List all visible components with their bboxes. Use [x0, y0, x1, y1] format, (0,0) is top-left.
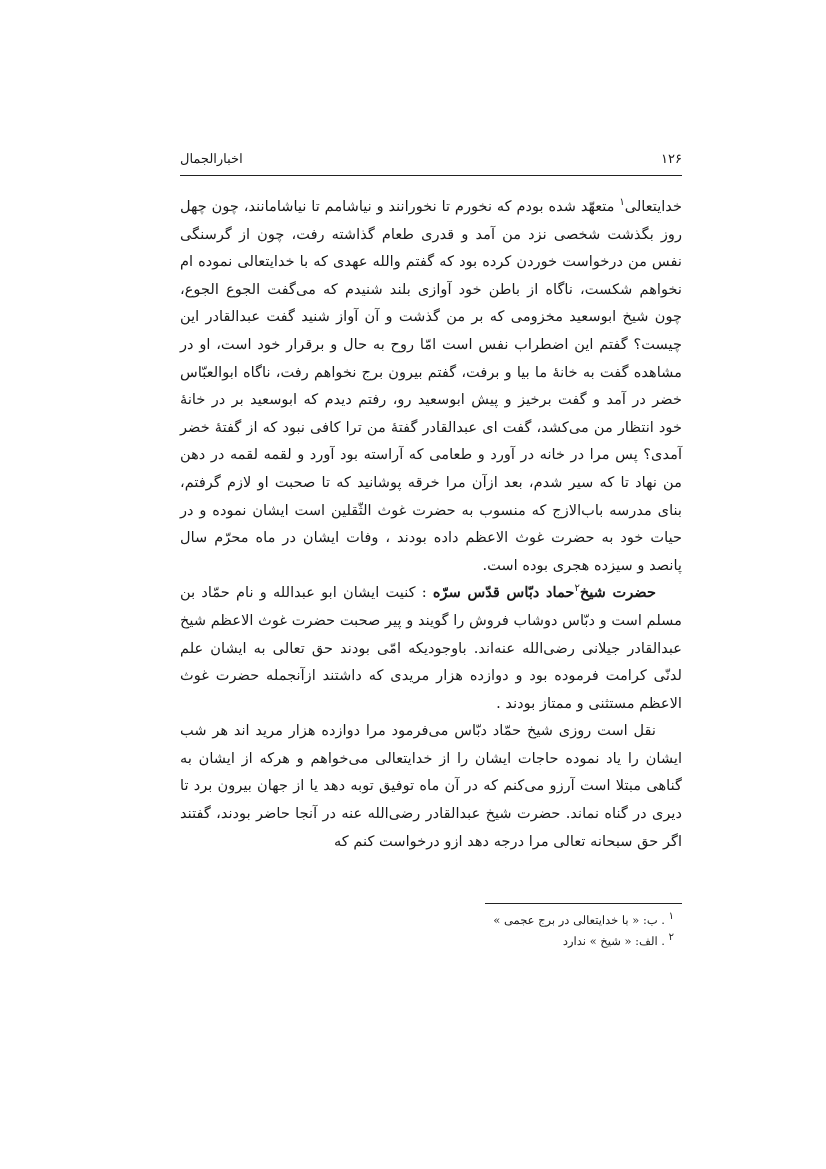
footnote-1 — [180, 910, 682, 931]
running-title: اخبارالجمال — [180, 152, 243, 167]
body-text — [180, 193, 682, 855]
heading-hazrat-sheikh: حضرت شیخ — [579, 584, 656, 602]
running-header — [180, 150, 682, 172]
footnotes — [180, 910, 682, 952]
footnote-2-number: ۲ — [668, 932, 674, 944]
page-number: ۱۲۶ — [661, 152, 682, 167]
heading-hammad-dabbas: حماد دبّاس قدّس سرّه — [432, 584, 575, 602]
footnote-2-text: . الف: « شیخ » ندارد — [562, 934, 669, 948]
paragraph-1-start: خدایتعالی — [624, 198, 682, 215]
paragraph-3: نقل است روزی شیخ حمّاد دبّاس می‌فرمود مرا دوازده هزار مرید اند هر شب ایشان را یاد نموده حاجات ایشان را از خدایتعالی می‌خواهم و هرکه از ایشان به گناهی مبتلا است آرزو می‌کنم که در آن ماه توفیق توبه دهد یا از جهان بیرون برد تا دیری در گناه نماند. حضرت شیخ عبدالقادر رضی‌الله عنه در آنجا حاضر بودند، گفتند اگر حق سبحانه تعالی مرا درجه دهد ازو درخواست کنم که — [180, 722, 682, 850]
paragraph-2 — [180, 579, 682, 717]
paragraph-2-text: : کنیت ایشان ابو عبدالله و نام حمّاد بن مسلم است و دبّاس دوشاب فروش را گویند و پیر صحبت حضرت غوث الاعظم شیخ عبدالقادر جیلانی رضی‌الله عنه‌اند. باوجودیکه امّی بودند حق تعالی به ایشان علم لدنّی کرامت فرموده بود و دوازده هزار مریدی که داشتند ازآنجمله حضرت غوث الاعظم مستثنی و ممتاز بودند . — [180, 584, 682, 712]
footnote-1-text: . ب: « با خدایتعالی در برج عجمی » — [493, 913, 669, 927]
paragraph-1-text: متعهّد شده بودم که نخورم تا نخورانند و نیاشامم تا نیاشامانند، چون چهل روز بگذشت شخصی نزد من آمد و قدری طعام گذاشته رفت، چون از گرسنگی نفس من درخواست خوردن کرده بود که گفتم والله عهدی که با خدایتعالی نموده ام نخواهم شکست، ناگاه از باطن خود آوازی بلند شنیدم که می‌گفت الجوع الجوع، چون شیخ ابوسعید مخزومی که بر من گذشت و آن آواز شنید گفت عبدالقادر این چیست؟ گفتم این اضطراب نفس است امّا روح به حال و برقرار خود است، او در مشاهده گفت به خانهٔ ما بیا و برفت، گفتم بیرون برج نخواهم رفت، ناگاه ابوالعبّاس خضر در آمد و گفت برخیز و پیش ابوسعید رو، رفتم دیدم که ابوسعید بر در خانهٔ خود انتظار من می‌کشد، گفت ای عبدالقادر گفتهٔ من ترا کافی نبود که از گفتهٔ خضر آمدی؟ پس مرا در خانه در آورد و طعامی که آراسته بود آورد و لقمه لقمه در دهن من نهاد تا که سیر شدم، بعد ازآن مرا خرقه پوشانید که تا صحبت او لازم گرفتم، بنای مدرسه باب‌الازج که منسوب به حضرت غوث الثّقلین است ایشان نموده و در حیات خود به حضرت غوث الاعظم داده بودند ، وفات ایشان در ماه محرّم سال پانصد و سیزده هجری بوده است. — [180, 198, 682, 574]
footnote-marker-1: ۱ — [619, 197, 625, 209]
footnote-rule — [485, 903, 682, 904]
footnote-1-number: ۱ — [668, 911, 674, 923]
paragraph-1 — [180, 193, 682, 579]
footnote-marker-2: ۲ — [574, 583, 580, 595]
footnote-2 — [180, 931, 682, 952]
header-rule — [180, 175, 682, 176]
